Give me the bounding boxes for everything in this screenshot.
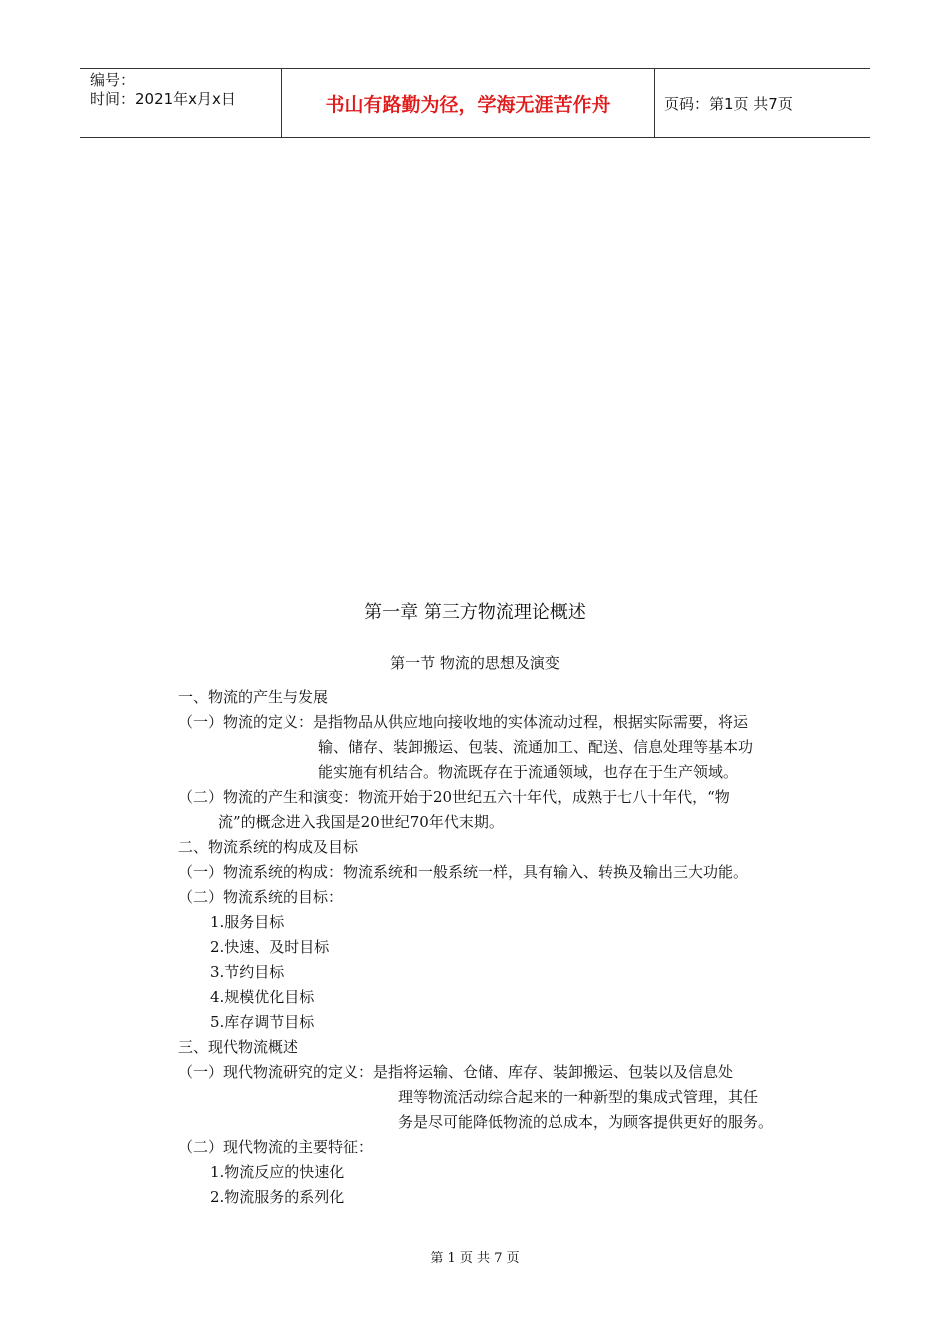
paragraph-line: （二）现代物流的主要特征： [178,1138,374,1156]
paragraph-line: 能实施有机结合。物流既存在于流通领域，也存在于生产领域。 [318,763,739,781]
page-footer: 第 1 页 共 7 页 [430,1251,520,1266]
motto-cell [282,69,655,137]
motto-text: 书山有路勤为径，学海无涯苦作舟 [325,93,611,116]
number-label: 编号： [90,71,136,89]
paragraph-line: 流”的概念进入我国是20世纪70年代末期。 [218,813,504,831]
section-title: 第一节 物流的思想及演变 [390,654,560,672]
list-item: 2.快速、及时目标 [210,938,330,956]
heading-1: 一、物流的产生与发展 [178,688,329,706]
list-item: 1.物流反应的快速化 [210,1163,345,1181]
paragraph-line: 理等物流活动综合起来的一种新型的集成式管理，其任 [398,1088,759,1106]
header-table [80,68,870,138]
heading-3: 三、现代物流概述 [178,1038,299,1056]
paragraph-line: 输、储存、装卸搬运、包装、流通加工、配送、信息处理等基本功 [318,738,754,756]
header-info-cell [80,69,282,137]
list-item: 1.服务目标 [210,913,285,931]
list-item: 2.物流服务的系列化 [210,1188,345,1206]
chapter-title: 第一章 第三方物流理论概述 [364,602,586,623]
list-item: 4.规模优化目标 [210,988,315,1006]
page-number-cell [654,69,870,137]
heading-2: 二、物流系统的构成及目标 [178,838,359,856]
list-item: 3.节约目标 [210,963,285,981]
paragraph-line: （一）现代物流研究的定义：是指将运输、仓储、库存、装卸搬运、包装以及信息处 [178,1063,734,1081]
paragraph-line: （二）物流的产生和演变：物流开始于20世纪五六十年代，成熟于七八十年代，“物 [178,788,730,806]
paragraph-line: （一）物流的定义：是指物品从供应地向接收地的实体流动过程，根据实际需要，将运 [178,713,749,731]
page-number-label: 页码：第1页 共7页 [664,94,793,113]
paragraph-line: （一）物流系统的构成：物流系统和一般系统一样，具有输入、转换及输出三大功能。 [178,863,749,881]
paragraph-line: 务是尽可能降低物流的总成本，为顾客提供更好的服务。 [398,1113,774,1131]
paragraph-line: （二）物流系统的目标： [178,888,344,906]
time-label: 时间：2021年x月x日 [90,90,236,108]
list-item: 5.库存调节目标 [210,1013,315,1031]
